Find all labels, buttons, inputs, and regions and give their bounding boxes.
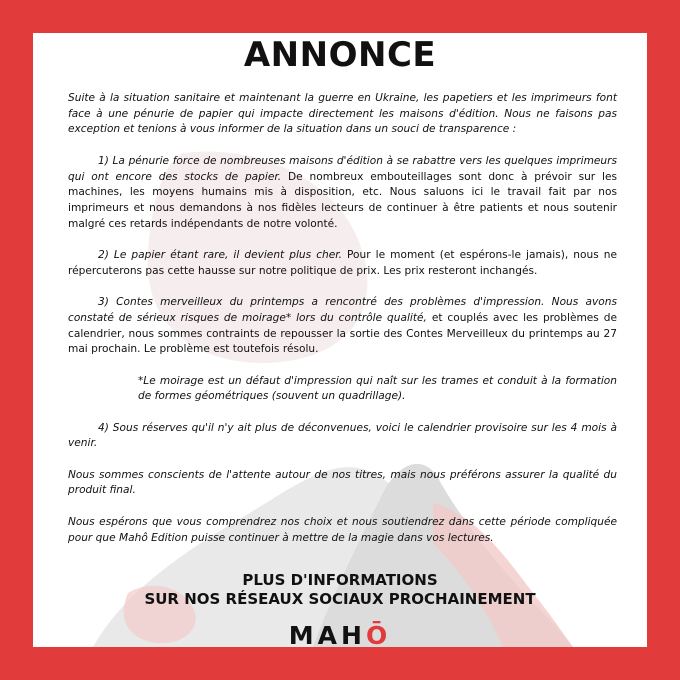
point-1-part-1: 1) La pénurie force de nombreuses maisons d'édition à se rabattre vers les quelques imprimeurs qui ont encore des stocks de papier. xyxy=(68,154,617,183)
point-1-part-2: De nombreux embouteillages sont donc à prévoir sur les machines, les moyens humains mis à disposition, etc. Nous saluons ici le travail fait par nos imprimeurs et nous demandons à nos fidèles lecteurs de continuer à être patients et nous soutenir malgré ces retards indépendants de notre volonté. xyxy=(68,170,617,230)
footer-notice xyxy=(33,571,647,609)
announcement-body xyxy=(68,91,617,546)
moirage-note: *Le moirage est un défaut d'impression qui naît sur les trames et conduit à la formation de formes géométriques (souvent un quadrillage). xyxy=(138,374,617,403)
point-2-part-2: Pour le moment (et espérons-le jamais), nous ne répercuterons pas cette hausse sur notre politique de prix. xyxy=(68,249,617,277)
closing-paragraph-1: Nous sommes conscients de l'attente autour de nos titres, mais nous préférons assurer la qualité du produit final. xyxy=(68,468,617,497)
point-2-paragraph xyxy=(68,248,617,279)
point-3-paragraph xyxy=(68,295,617,358)
logo-text: MAH xyxy=(288,621,366,647)
point-4-paragraph: 4) Sous réserves qu'il n'y ait plus de déconvenues, voici le calendrier provisoire sur les 4 mois à venir. xyxy=(68,421,617,450)
point-2-part-3: Les prix resteront inchangés. xyxy=(380,264,538,277)
intro-paragraph: Suite à la situation sanitaire et maintenant la guerre en Ukraine, les papetiers et les imprimeurs font face à une pénurie de papier qui impacte directement les maisons d'édition. Nous ne faisons pas exception et tenions à vous informer de la situation dans un souci de transparence : xyxy=(68,92,617,136)
point-2-part-1: 2) Le papier étant rare, il devient plus cher. xyxy=(98,249,342,261)
logo-accent-letter: Ō xyxy=(365,621,392,647)
footer-line-2: SUR NOS RÉSEAUX SOCIAUX PROCHAINEMENT xyxy=(144,590,536,608)
page-title: ANNONCE xyxy=(243,35,437,75)
point-1-paragraph xyxy=(68,154,617,233)
footer-line-1: PLUS D'INFORMATIONS xyxy=(242,571,438,589)
point-3-part-2: et couplés avec les problèmes de calendrier, nous sommes contraints de repousser la sortie des xyxy=(68,311,617,340)
announcement-content xyxy=(33,33,647,647)
point-3-part-3: Contes Merveilleux du printemps au 27 mai prochain. xyxy=(68,327,617,356)
point-3-part-1: 3) Contes merveilleux du printemps a rencontré des problèmes d'impression. Nous avons constaté de sérieux risques de moirage* lors du contrôle qualité, xyxy=(68,296,617,324)
announcement-card xyxy=(33,33,647,647)
closing-paragraph-2: Nous espérons que vous comprendrez nos choix et nous soutiendrez dans cette période compliquée pour que Mahô Edition puisse continuer à mettre de la magie dans vos lectures. xyxy=(68,515,617,544)
maho-logo xyxy=(33,621,647,647)
point-3-part-4: Le problème est toutefois résolu. xyxy=(140,343,319,356)
